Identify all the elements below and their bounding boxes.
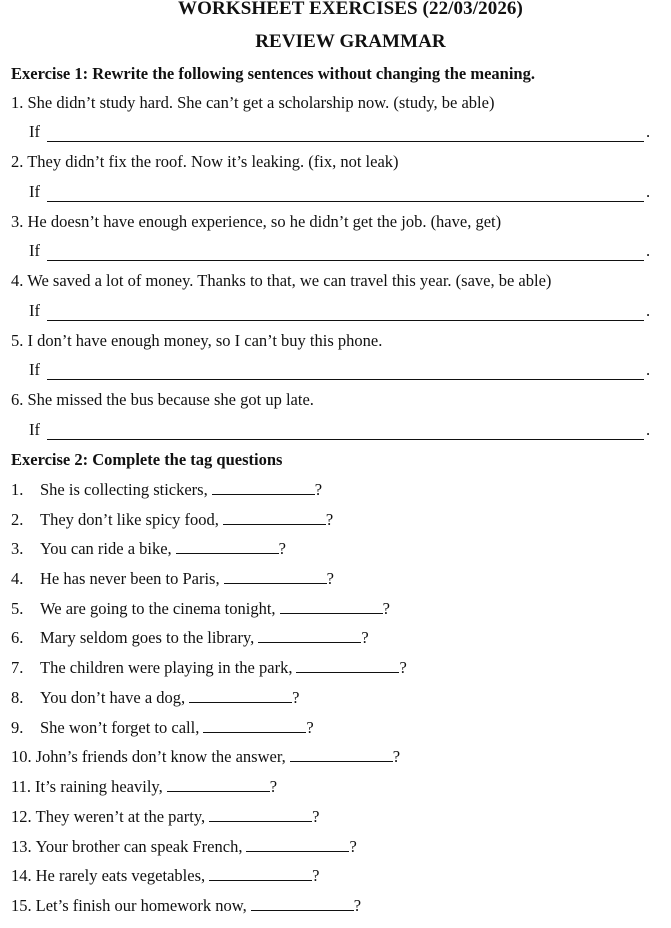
tag-question-1 <box>11 480 322 500</box>
answer-blank-line[interactable] <box>47 141 644 142</box>
question-mark: ? <box>392 747 401 766</box>
tag-question-6 <box>11 628 369 648</box>
question-mark: ? <box>361 628 369 647</box>
period: . <box>646 360 651 379</box>
question-mark: ? <box>349 837 357 856</box>
question-mark: ? <box>312 866 320 885</box>
tag-answer-blank[interactable] <box>290 747 393 762</box>
item-number: 6. <box>11 390 24 409</box>
period: . <box>646 122 651 141</box>
item-text: We saved a lot of money. Thanks to that, we can travel this year. (save, be able) <box>27 271 552 290</box>
tag-question-3 <box>11 539 286 559</box>
item-text: They didn’t fix the roof. Now it’s leaking. (fix, not leak) <box>27 152 399 171</box>
answer-blank-line[interactable] <box>47 320 644 321</box>
tag-question-10 <box>11 747 400 767</box>
question-mark: ? <box>306 718 314 737</box>
item-text: I don’t have enough money, so I can’t buy this phone. <box>27 331 383 350</box>
tag-question-15 <box>11 896 361 916</box>
tag-answer-blank[interactable] <box>224 569 327 584</box>
tag-answer-blank[interactable] <box>251 896 354 911</box>
item-number: 12. <box>11 807 32 826</box>
exercise-1-item-5 <box>11 331 382 351</box>
item-number: 1. <box>11 93 24 112</box>
period: . <box>646 301 651 320</box>
exercise-1-item-2 <box>11 152 399 172</box>
item-text: He has never been to Paris, <box>40 569 220 588</box>
question-mark: ? <box>269 777 278 796</box>
exercise-1-answer-3[interactable] <box>29 241 651 265</box>
tag-question-14 <box>11 866 319 886</box>
item-number: 6. <box>11 628 24 647</box>
item-text: Mary seldom goes to the library, <box>40 628 255 647</box>
tag-question-2 <box>11 510 333 530</box>
tag-answer-blank[interactable] <box>296 658 399 673</box>
item-number: 9. <box>11 718 24 737</box>
tag-answer-blank[interactable] <box>280 599 383 614</box>
item-text: He rarely eats vegetables, <box>35 866 206 885</box>
exercise-1-item-4 <box>11 271 551 291</box>
item-text: Let’s finish our homework now, <box>35 896 247 915</box>
exercise-1-answer-4[interactable] <box>29 301 651 325</box>
question-mark: ? <box>353 896 362 915</box>
period: . <box>646 241 651 260</box>
tag-question-9 <box>11 718 314 738</box>
worksheet-title: WORKSHEET EXERCISES (22/03/2026) <box>178 0 523 19</box>
question-mark: ? <box>382 599 390 618</box>
item-text: John’s friends don’t know the answer, <box>35 747 286 766</box>
item-text: They don’t like spicy food, <box>40 510 219 529</box>
item-text: He doesn’t have enough experience, so he didn’t get the job. (have, get) <box>27 212 502 231</box>
exercise-2-heading: Exercise 2: Complete the tag questions <box>11 450 283 469</box>
if-prefix: If <box>29 182 40 201</box>
exercise-1-answer-6[interactable] <box>29 420 651 444</box>
question-mark: ? <box>278 539 286 558</box>
question-mark: ? <box>312 807 320 826</box>
period: . <box>646 420 651 439</box>
item-text: The children were playing in the park, <box>40 658 293 677</box>
tag-question-12 <box>11 807 319 827</box>
tag-answer-blank[interactable] <box>246 837 349 852</box>
question-mark: ? <box>399 658 407 677</box>
tag-answer-blank[interactable] <box>189 688 292 703</box>
item-text: It’s raining heavily, <box>35 777 163 796</box>
exercise-1-item-6 <box>11 390 314 410</box>
item-text: You don’t have a dog, <box>40 688 186 707</box>
exercise-1-answer-5[interactable] <box>29 360 651 384</box>
item-number: 10. <box>11 747 32 766</box>
item-number: 2. <box>11 510 24 529</box>
item-text: Your brother can speak French, <box>35 837 243 856</box>
worksheet-subtitle: REVIEW GRAMMAR <box>255 31 446 52</box>
tag-answer-blank[interactable] <box>258 628 361 643</box>
tag-answer-blank[interactable] <box>167 777 270 792</box>
item-number: 13. <box>11 837 32 856</box>
item-number: 3. <box>11 539 24 558</box>
period: . <box>646 182 651 201</box>
item-number: 2. <box>11 152 24 171</box>
tag-question-4 <box>11 569 334 589</box>
tag-answer-blank[interactable] <box>223 510 326 525</box>
answer-blank-line[interactable] <box>47 201 644 202</box>
tag-answer-blank[interactable] <box>212 480 315 495</box>
tag-answer-blank[interactable] <box>209 866 312 881</box>
tag-question-11 <box>11 777 277 797</box>
if-prefix: If <box>29 122 40 141</box>
answer-blank-line[interactable] <box>47 379 644 380</box>
item-number: 15. <box>11 896 32 915</box>
exercise-1-item-3 <box>11 212 501 232</box>
exercise-1-heading: Exercise 1: Rewrite the following sentences without changing the meaning. <box>11 64 535 83</box>
exercise-1-answer-1[interactable] <box>29 122 651 146</box>
item-number: 5. <box>11 331 24 350</box>
item-number: 1. <box>11 480 24 499</box>
if-prefix: If <box>29 241 40 260</box>
item-number: 4. <box>11 271 24 290</box>
item-number: 7. <box>11 658 24 677</box>
item-text: She won’t forget to call, <box>40 718 200 737</box>
item-number: 3. <box>11 212 24 231</box>
if-prefix: If <box>29 420 40 439</box>
question-mark: ? <box>325 510 334 529</box>
question-mark: ? <box>292 688 300 707</box>
exercise-1-item-1 <box>11 93 494 113</box>
item-text: She didn’t study hard. She can’t get a scholarship now. (study, be able) <box>27 93 495 112</box>
tag-question-7 <box>11 658 407 678</box>
answer-blank-line[interactable] <box>47 260 644 261</box>
item-text: You can ride a bike, <box>40 539 172 558</box>
question-mark: ? <box>314 480 323 499</box>
question-mark: ? <box>326 569 334 588</box>
item-number: 5. <box>11 599 24 618</box>
tag-answer-blank[interactable] <box>209 807 312 822</box>
tag-answer-blank[interactable] <box>176 539 279 554</box>
item-number: 11. <box>11 777 32 796</box>
if-prefix: If <box>29 360 40 379</box>
tag-answer-blank[interactable] <box>203 718 306 733</box>
tag-question-13 <box>11 837 357 857</box>
item-number: 4. <box>11 569 24 588</box>
exercise-1-answer-2[interactable] <box>29 182 651 206</box>
item-number: 14. <box>11 866 32 885</box>
answer-blank-line[interactable] <box>47 439 644 440</box>
item-text: She missed the bus because she got up late. <box>27 390 314 409</box>
item-text: We are going to the cinema tonight, <box>40 599 276 618</box>
item-number: 8. <box>11 688 24 707</box>
if-prefix: If <box>29 301 40 320</box>
tag-question-5 <box>11 599 390 619</box>
item-text: They weren’t at the party, <box>35 807 206 826</box>
item-text: She is collecting stickers, <box>40 480 208 499</box>
tag-question-8 <box>11 688 299 708</box>
